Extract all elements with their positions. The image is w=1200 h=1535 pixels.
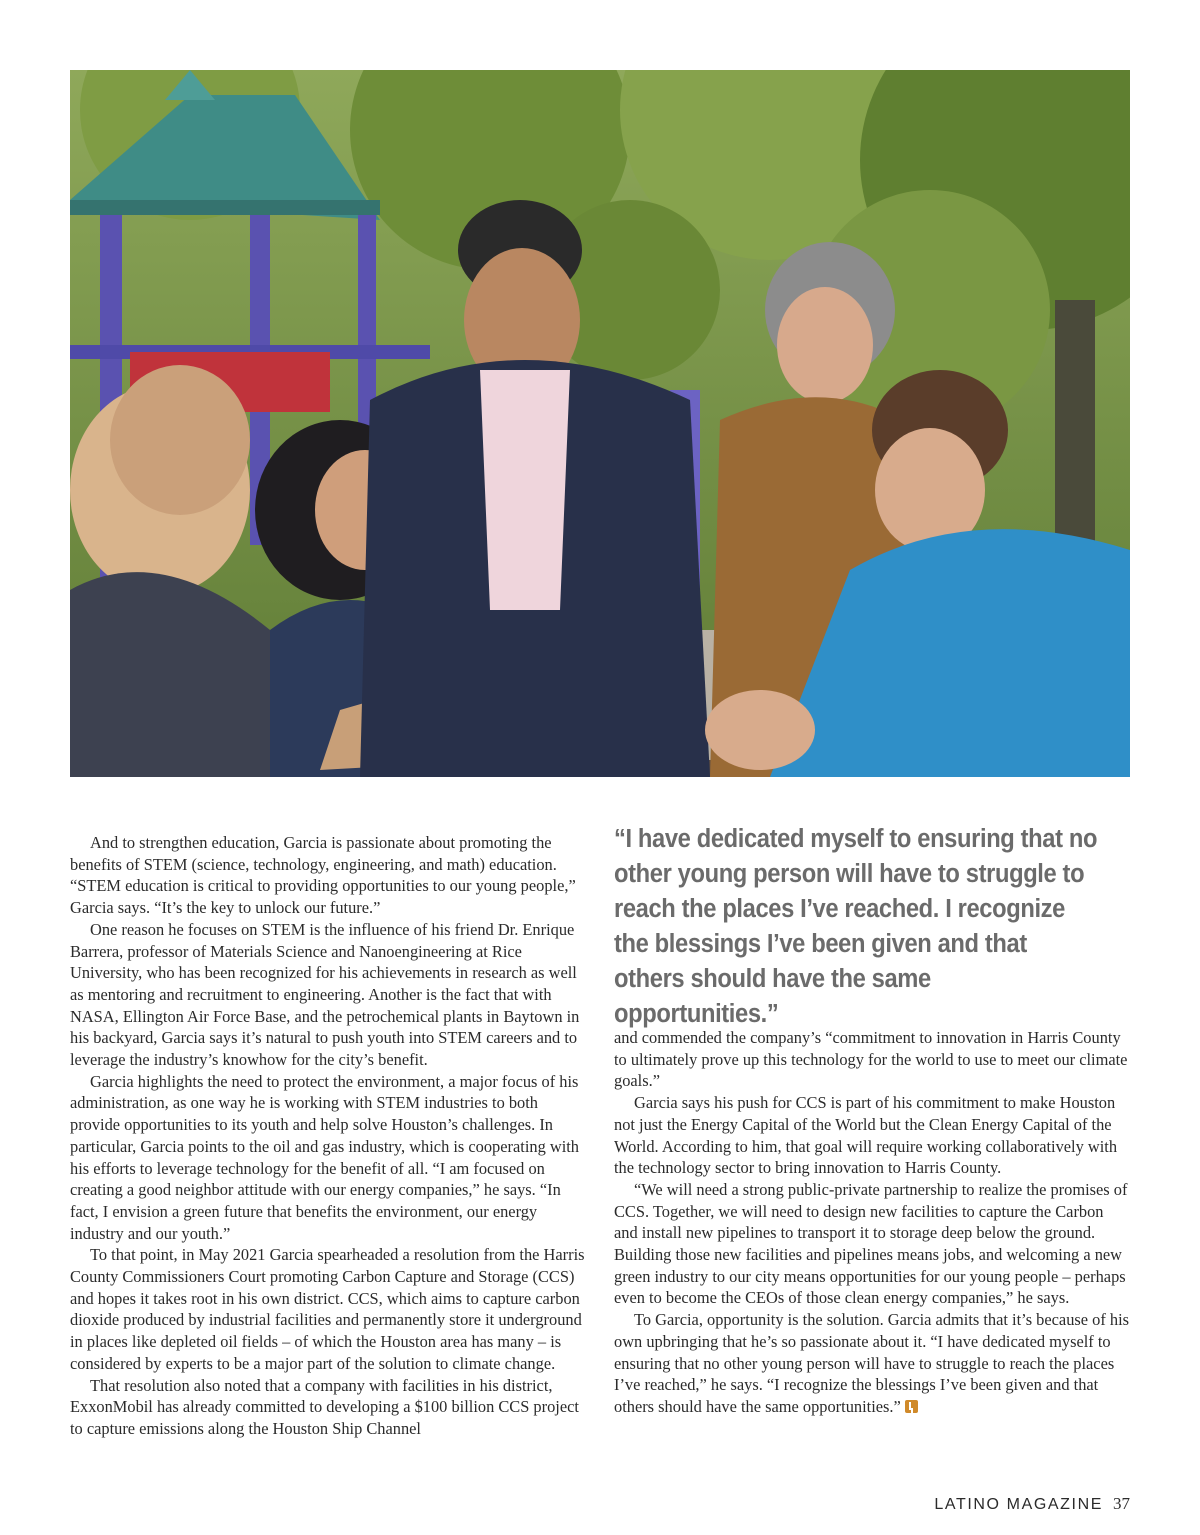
page-number: 37: [1113, 1494, 1130, 1513]
body-paragraph: That resolution also noted that a company with facilities in his district, ExxonMobil has already committed to developing a $100 billion CCS project to capture emissions along the Houston Ship Channel: [70, 1375, 579, 1438]
body-paragraph: And to strengthen education, Garcia is passionate about promoting the benefits of STEM (science, technology, engineering, and math) education. “STEM education is critical to providing opportunities to our young people,” Garcia says. “It’s the key to unlock our future.”: [70, 833, 576, 918]
end-of-story-icon: [905, 1400, 918, 1413]
article-left-column: [70, 832, 586, 1440]
body-paragraph: and commended the company’s “commitment to innovation in Harris County to ultimately prove up this technology for the world to use to meet our climate goals.”: [614, 1028, 1128, 1091]
publication-name: LATINO MAGAZINE: [934, 1496, 1103, 1513]
body-paragraph: To that point, in May 2021 Garcia spearheaded a resolution from the Harris County Commissioners Court promoting Carbon Capture and Storage (CCS) and hopes it takes root in his own district. CCS, which aims to capture carbon dioxide produced by industrial facilities and permanently store it underground in places like depleted oil fields – of which the Houston area has many – is considered by experts to be a major part of the solution to climate change.: [70, 1245, 585, 1373]
page-folio: [934, 1494, 1130, 1514]
body-paragraph: One reason he focuses on STEM is the influence of his friend Dr. Enrique Barrera, professor of Materials Science and Nanoengineering at Rice University, who has been recognized for his achievements in research as well as mentoring and recruitment to engineering. Another is the fact that with NASA, Ellington Air Force Base, and the petrochemical plants in Baytown in his backyard, Garcia says it’s natural to push youth into STEM careers and to leverage the industry’s knowhow for the city’s benefit.: [70, 919, 580, 1070]
final-paragraph: [614, 1309, 1130, 1418]
group-photo-illustration: [70, 70, 1130, 777]
body-paragraph: Garcia says his push for CCS is part of his commitment to make Houston not just the Energy Capital of the World but the Clean Energy Capital of the World. According to him, that goal will require working collaboratively with the technology sector to bring innovation to Harris County.: [614, 1093, 1118, 1178]
hero-photo: [70, 70, 1130, 777]
body-paragraph: Garcia highlights the need to protect the environment, a major focus of his administration, as one way he is working with STEM industries to both provide opportunities to its youth and help solve Houston’s challenges. In particular, Garcia points to the oil and gas industry, which is cooperating with his efforts to leverage technology for the benefit of all. “I am focused on creating a good neighbor attitude with our energy companies,” he says. “In fact, I envision a green future that benefits the environment, our energy industry and our youth.”: [70, 1071, 579, 1243]
body-paragraph-text: To Garcia, opportunity is the solution. Garcia admits that it’s because of his own upbringing that he’s so passionate about it. “I have dedicated myself to ensuring that no other young person will have to struggle to reach the places I’ve reached,” he says. “I recognize the blessings I’ve been given and that others should have the same opportunities.”: [614, 1310, 1130, 1416]
pull-quote: “I have dedicated myself to ensuring that no other young person will have to struggle to reach the places I’ve reached. I recognize the blessings I’ve been given and that others should have the same opportunities.”: [614, 825, 1098, 1028]
article-right-column: [614, 1027, 1130, 1418]
body-paragraph: “We will need a strong public-private partnership to realize the promises of CCS. Together, we will need to design new facilities to capture the Carbon and install new pipelines to transport it to storage deep below the ground. Building those new facilities and pipelines means jobs, and welcoming a new green industry to our city means opportunities for our young people – perhaps even to become the CEOs of those clean energy companies,” he says.: [614, 1179, 1128, 1308]
